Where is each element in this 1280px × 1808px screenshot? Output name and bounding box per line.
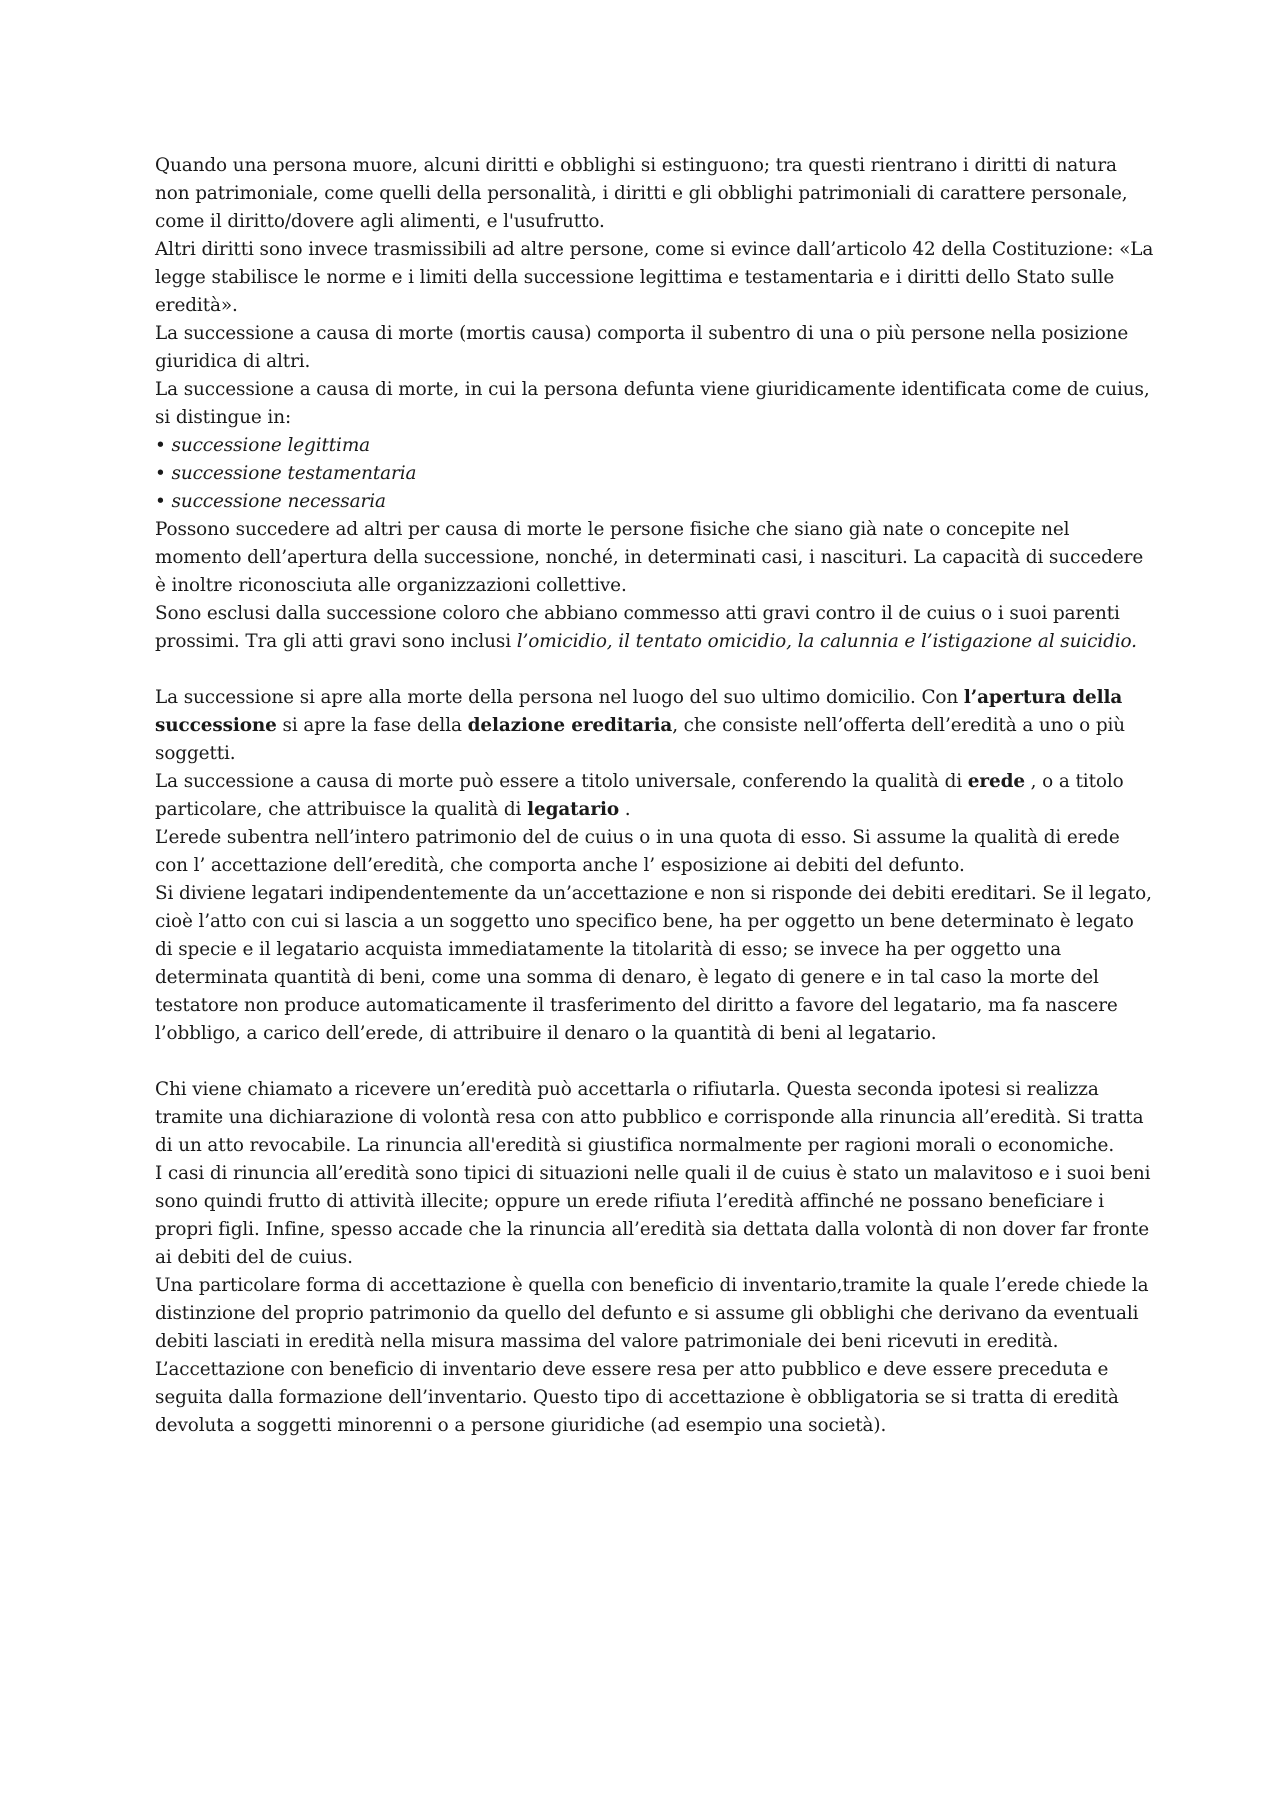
paragraph: La successione a causa di morte, in cui la persona defunta viene giuridicamente identificata come de cuius, si distingue in: (155, 379, 1150, 428)
paragraph: I casi di rinuncia all’eredità sono tipici di situazioni nelle quali il de cuius è stato un malavitoso e i suoi beni sono quindi frutto di attività illecite; oppure un erede rifiuta l’eredità affinché ne possano beneficiare i propri figli. Infine, spesso accade che la rinuncia all’eredità sia dettata dalla volontà di non dover far fronte ai debiti del de cuius. (155, 1163, 1151, 1268)
paragraph (155, 600, 1155, 656)
paragraph-gap (155, 656, 1155, 684)
text-run: si apre la fase della (276, 715, 468, 736)
text-run: . (619, 799, 631, 820)
bold-term: l’apertura della successione (155, 687, 1123, 736)
text-run: La successione si apre alla morte della persona nel luogo del suo ultimo domicilio. Con (155, 687, 964, 708)
paragraph: L’erede subentra nell’intero patrimonio del de cuius o in una quota di esso. Si assume la qualità di erede con l’ accettazione dell’eredità, che comporta anche l’ esposizione ai debiti del defunto. (155, 827, 1120, 876)
bold-term: legatario (527, 799, 620, 820)
section-accettazione-rinuncia (155, 1076, 1155, 1440)
paragraph: Possono succedere ad altri per causa di morte le persone fisiche che siano già nate o concepite nel momento dell’apertura della successione, nonché, in determinati casi, i nascituri. La capacità di succedere è inoltre riconosciuta alle organizzazioni collettive. (155, 519, 1144, 596)
text-run: , o a titolo particolare, che attribuisce la qualità di (155, 771, 1124, 820)
paragraph: Si diviene legatari indipendentemente da un’accettazione e non si risponde dei debiti ereditari. Se il legato, cioè l’atto con cui si lascia a un soggetto uno specifico bene, ha per oggetto un bene determinato è legato di specie e il legatario acquista immediatamente la titolarità di esso; se invece ha per oggetto una determinata quantità di beni, come una somma di denaro, è legato di genere e in tal caso la morte del testatore non produce automaticamente il trasferimento del diritto a favore del legatario, ma fa nascere l’obbligo, a carico dell’erede, di attribuire il denaro o la quantità di beni al legatario. (155, 883, 1152, 1044)
paragraph: Chi viene chiamato a ricevere un’eredità può accettarla o rifiutarla. Questa seconda ipotesi si realizza tramite una dichiarazione di volontà resa con atto pubblico e corrisponde alla rinuncia all’eredità. Si tratta di un atto revocabile. La rinuncia all'eredità si giustifica normalmente per ragioni morali o economiche. (155, 1079, 1144, 1156)
text-run: Sono esclusi dalla successione coloro che abbiano commesso atti gravi contro il de cuius o i suoi parenti prossimi. Tra gli atti gravi sono inclusi (155, 603, 1120, 652)
bold-term: erede (967, 771, 1025, 792)
list-item: • successione legittima (155, 435, 371, 456)
text-run: , che consiste nell’offerta dell’eredità a uno o più soggetti. (155, 715, 1126, 764)
text-run: La successione a causa di morte può essere a titolo universale, conferendo la qualità di (155, 771, 968, 792)
paragraph (155, 684, 1155, 768)
paragraph: Altri diritti sono invece trasmissibili ad altre persone, come si evince dall’articolo 42 della Costituzione: «La legge stabilisce le norme e i limiti della successione legittima e testamentaria e i diritti dello Stato sulle eredità». (155, 239, 1154, 316)
list-item: • successione testamentaria (155, 463, 417, 484)
document-page (155, 152, 1155, 1440)
paragraph: Quando una persona muore, alcuni diritti e obblighi si estinguono; tra questi rientrano i diritti di natura non patrimoniale, come quelli della personalità, i diritti e gli obblighi patrimoniali di carattere personale, come il diritto/dovere agli alimenti, e l'usufrutto. (155, 155, 1128, 232)
paragraph-gap (155, 1048, 1155, 1076)
paragraph: Una particolare forma di accettazione è quella con beneficio di inventario,tramite la quale l’erede chiede la distinzione del proprio patrimonio da quello del defunto e si assume gli obblighi che derivano da eventuali debiti lasciati in eredità nella misura massima del valore patrimoniale dei beni ricevuti in eredità. L’accettazione con beneficio di inventario deve essere resa per atto pubblico e deve essere preceduta e seguita dalla formazione dell’inventario. Questo tipo di accettazione è obbligatoria se si tratta di eredità devoluta a soggetti minorenni o a persone giuridiche (ad esempio una società). (155, 1275, 1149, 1436)
list-item: • successione necessaria (155, 491, 386, 512)
paragraph (155, 768, 1155, 824)
section-successione-intro (155, 152, 1155, 656)
italic-text: l’omicidio, il tentato omicidio, la calunnia e l’istigazione al suicidio. (516, 631, 1137, 652)
section-apertura-successione (155, 684, 1155, 1048)
bold-term: delazione ereditaria (467, 715, 673, 736)
paragraph: La successione a causa di morte (mortis causa) comporta il subentro di una o più persone nella posizione giuridica di altri. (155, 323, 1129, 372)
